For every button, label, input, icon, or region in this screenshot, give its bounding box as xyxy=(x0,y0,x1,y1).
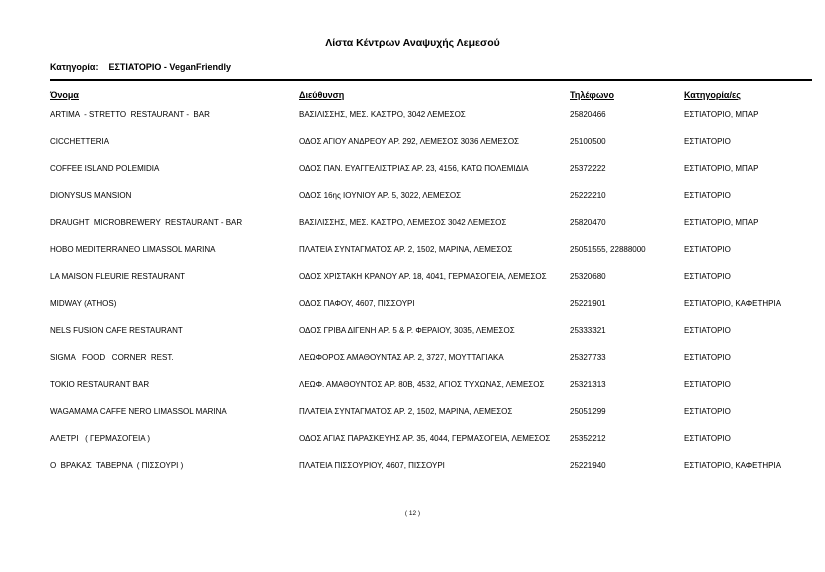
document-title: Λίστα Κέντρων Αναψυχής Λεμεσού xyxy=(325,37,500,49)
venue-name: TOKIO RESTAURANT BAR xyxy=(50,380,150,389)
venue-category: ΕΣΤΙΑΤΟΡΙΟ, ΜΠΑΡ xyxy=(684,218,759,227)
venue-category: ΕΣΤΙΑΤΟΡΙΟ xyxy=(684,137,731,146)
venue-phone: 25100500 xyxy=(570,137,606,146)
venue-address: ΠΛΑΤΕΙΑ ΣΥΝΤΑΓΜΑΤΟΣ ΑΡ. 2, 1502, ΜΑΡΙΝΑ, ΛΕΜΕΣΟΣ xyxy=(299,245,513,254)
venue-category: ΕΣΤΙΑΤΟΡΙΟ xyxy=(684,245,731,254)
venue-category: ΕΣΤΙΑΤΟΡΙΟ xyxy=(684,407,731,416)
table-row xyxy=(0,353,825,380)
header-divider xyxy=(50,79,812,81)
table-row xyxy=(0,380,825,407)
table-row xyxy=(0,218,825,245)
venue-category: ΕΣΤΙΑΤΟΡΙΟ, ΜΠΑΡ xyxy=(684,164,759,173)
venue-address: ΛΕΩΦ. ΑΜΑΘΟΥΝΤΟΣ ΑΡ. 80Β, 4532, ΑΓΙΟΣ ΤΥΧΩΝΑΣ, ΛΕΜΕΣΟΣ xyxy=(299,380,545,389)
venue-category: ΕΣΤΙΑΤΟΡΙΟ xyxy=(684,380,731,389)
venue-name: ARTIMA - STRETTO RESTAURANT - BAR xyxy=(50,110,210,119)
venue-category: ΕΣΤΙΑΤΟΡΙΟ xyxy=(684,434,731,443)
venue-category: ΕΣΤΙΑΤΟΡΙΟ xyxy=(684,272,731,281)
venue-category: ΕΣΤΙΑΤΟΡΙΟ xyxy=(684,326,731,335)
venue-name: DRAUGHT MICROBREWERY RESTAURANT - BAR xyxy=(50,218,243,227)
venue-phone: 25221940 xyxy=(570,461,606,470)
venue-category: ΕΣΤΙΑΤΟΡΙΟ, ΚΑΦΕΤΗΡΙΑ xyxy=(684,461,782,470)
venue-phone: 25327733 xyxy=(570,353,606,362)
venue-address: ΟΔΟΣ ΑΓΙΑΣ ΠΑΡΑΣΚΕΥΗΣ ΑΡ. 35, 4044, ΓΕΡΜΑΣΟΓΕΙΑ, ΛΕΜΕΣΟΣ xyxy=(299,434,551,443)
column-header-address: Διεύθυνση xyxy=(299,90,345,100)
venue-phone: 25321313 xyxy=(570,380,606,389)
venue-phone: 25372222 xyxy=(570,164,606,173)
table-row xyxy=(0,272,825,299)
venue-name: SIGMA FOOD CORNER REST. xyxy=(50,353,174,362)
venue-address: ΒΑΣΙΛΙΣΣΗΣ, ΜΕΣ. ΚΑΣΤΡΟ, ΛΕΜΕΣΟΣ 3042 ΛΕΜΕΣΟΣ xyxy=(299,218,507,227)
venue-phone: 25320680 xyxy=(570,272,606,281)
venue-address: ΟΔΟΣ 16ης ΙΟΥΝΙΟΥ ΑΡ. 5, 3022, ΛΕΜΕΣΟΣ xyxy=(299,191,462,200)
venue-address: ΠΛΑΤΕΙΑ ΠΙΣΣΟΥΡΙΟΥ, 4607, ΠΙΣΣΟΥΡΙ xyxy=(299,461,445,470)
venue-address: ΟΔΟΣ ΑΓΙΟΥ ΑΝΔΡΕΟΥ ΑΡ. 292, ΛΕΜΕΣΟΣ 3036 ΛΕΜΕΣΟΣ xyxy=(299,137,519,146)
venue-name: NELS FUSION CAFE RESTAURANT xyxy=(50,326,183,335)
venue-address: ΟΔΟΣ ΠΑΦΟΥ, 4607, ΠΙΣΣΟΥΡΙ xyxy=(299,299,415,308)
venue-name: MIDWAY (ATHOS) xyxy=(50,299,117,308)
venue-address: ΟΔΟΣ ΠΑΝ. ΕΥΑΓΓΕΛΙΣΤΡΙΑΣ ΑΡ. 23, 4156, ΚΑΤΩ ΠΟΛΕΜΙΔΙΑ xyxy=(299,164,529,173)
venue-category: ΕΣΤΙΑΤΟΡΙΟ xyxy=(684,353,731,362)
table-row xyxy=(0,326,825,353)
venue-address: ΟΔΟΣ ΓΡΙΒΑ ΔΙΓΕΝΗ ΑΡ. 5 & Ρ. ΦΕΡΑΙΟΥ, 3035, ΛΕΜΕΣΟΣ xyxy=(299,326,515,335)
venue-phone: 25352212 xyxy=(570,434,606,443)
venue-phone: 25222210 xyxy=(570,191,606,200)
venue-phone: 25820466 xyxy=(570,110,606,119)
venue-name: WAGAMAMA CAFFE NERO LIMASSOL MARINA xyxy=(50,407,227,416)
venue-name: Ο ΒΡΑΚΑΣ ΤΑΒΕΡΝΑ ( ΠΙΣΣΟΥΡΙ ) xyxy=(50,461,184,470)
venue-name: CICCHETTERIA xyxy=(50,137,110,146)
table-row xyxy=(0,434,825,461)
venue-phone: 25820470 xyxy=(570,218,606,227)
venue-address: ΠΛΑΤΕΙΑ ΣΥΝΤΑΓΜΑΤΟΣ ΑΡ. 2, 1502, ΜΑΡΙΝΑ, ΛΕΜΕΣΟΣ xyxy=(299,407,513,416)
venue-category: ΕΣΤΙΑΤΟΡΙΟ xyxy=(684,191,731,200)
venue-phone: 25051555, 22888000 xyxy=(570,245,646,254)
column-header-name: Όνομα xyxy=(50,90,79,100)
venue-name: HOBO MEDITERRANEO LIMASSOL MARINA xyxy=(50,245,216,254)
table-row xyxy=(0,164,825,191)
venue-name: COFFEE ISLAND POLEMIDIA xyxy=(50,164,160,173)
table-row xyxy=(0,461,825,488)
venue-phone: 25221901 xyxy=(570,299,606,308)
table-row xyxy=(0,299,825,326)
column-header-phone: Τηλέφωνο xyxy=(570,90,614,100)
category-filter-label: Κατηγορία: ΕΣΤΙΑΤΟΡΙΟ - VeganFriendly xyxy=(50,62,231,72)
venue-address: ΒΑΣΙΛΙΣΣΗΣ, ΜΕΣ. ΚΑΣΤΡΟ, 3042 ΛΕΜΕΣΟΣ xyxy=(299,110,466,119)
table-row xyxy=(0,110,825,137)
venue-phone: 25051299 xyxy=(570,407,606,416)
venue-category: ΕΣΤΙΑΤΟΡΙΟ, ΚΑΦΕΤΗΡΙΑ xyxy=(684,299,782,308)
table-row xyxy=(0,245,825,272)
venue-name: LA MAISON FLEURIE RESTAURANT xyxy=(50,272,185,281)
venue-phone: 25333321 xyxy=(570,326,606,335)
venue-name: DIONYSUS MANSION xyxy=(50,191,132,200)
listing-table xyxy=(0,110,825,488)
venue-category: ΕΣΤΙΑΤΟΡΙΟ, ΜΠΑΡ xyxy=(684,110,759,119)
venue-address: ΛΕΩΦΟΡΟΣ ΑΜΑΘΟΥΝΤΑΣ ΑΡ. 2, 3727, ΜΟΥΤΤΑΓΙΑΚΑ xyxy=(299,353,504,362)
column-header-category: Κατηγορία/ες xyxy=(684,90,741,100)
page-number: ( 12 ) xyxy=(404,510,421,517)
table-row xyxy=(0,191,825,218)
table-row xyxy=(0,407,825,434)
table-row xyxy=(0,137,825,164)
venue-address: ΟΔΟΣ ΧΡΙΣΤΑΚΗ ΚΡΑΝΟΥ ΑΡ. 18, 4041, ΓΕΡΜΑΣΟΓΕΙΑ, ΛΕΜΕΣΟΣ xyxy=(299,272,547,281)
venue-name: ΑΛΕΤΡΙ ( ΓΕΡΜΑΣΟΓΕΙΑ ) xyxy=(50,434,151,443)
